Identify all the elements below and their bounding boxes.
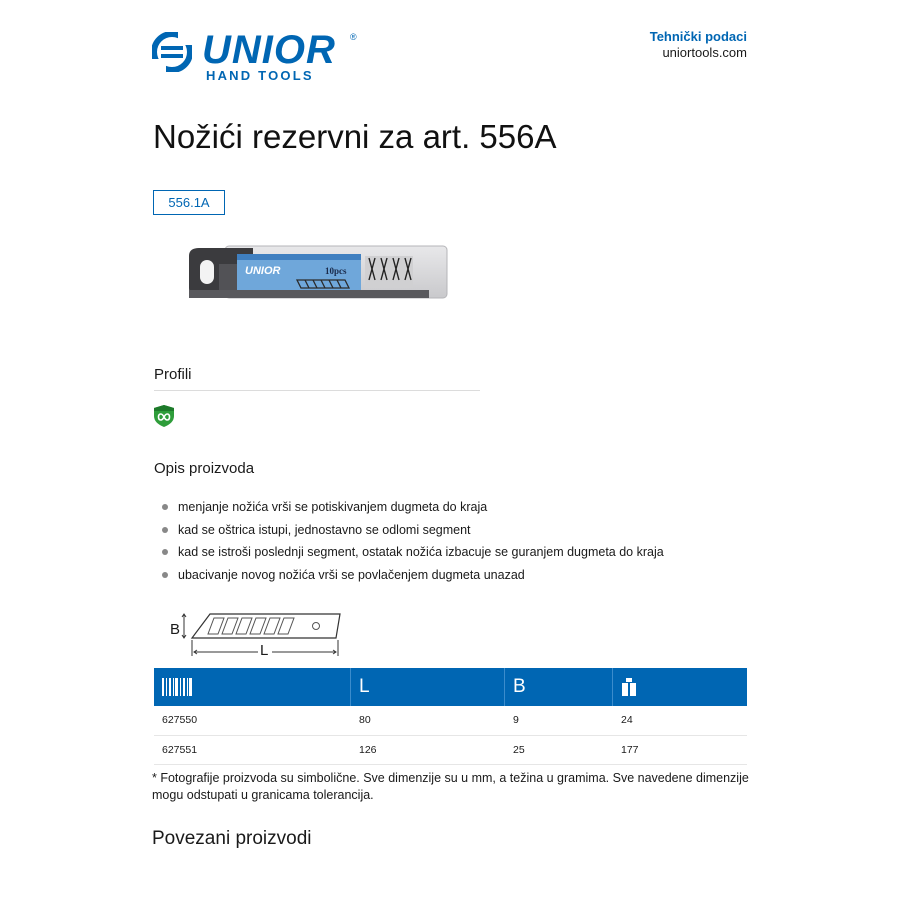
infinity-shield-icon[interactable] bbox=[153, 404, 175, 428]
cell-b: 25 bbox=[505, 735, 613, 764]
blade-dimension-diagram bbox=[170, 608, 345, 660]
cell-weight: 177 bbox=[613, 735, 747, 764]
profiles-heading: Profili bbox=[154, 366, 192, 383]
cell-article: 627551 bbox=[154, 735, 351, 764]
product-image bbox=[185, 242, 450, 304]
unior-logo bbox=[152, 30, 367, 86]
weight-icon bbox=[621, 678, 637, 696]
website-link[interactable]: uniortools.com bbox=[662, 45, 747, 60]
technical-data-block bbox=[650, 29, 747, 61]
footnote: * Fotografije proizvoda su simbolične. Sve dimenzije su u mm, a težina u gramima. Sve navedene dimenzije mogu odstupati u granicama tolerancija. bbox=[152, 771, 749, 802]
cell-l: 80 bbox=[351, 706, 505, 735]
barcode-icon bbox=[162, 678, 192, 696]
description-list bbox=[162, 496, 664, 586]
table-header-row bbox=[154, 668, 747, 706]
description-heading: Opis proizvoda bbox=[154, 460, 255, 477]
registered-mark: ® bbox=[350, 32, 357, 42]
list-item: kad se oštrica istupi, jednostavno se odlomi segment bbox=[162, 519, 664, 542]
dimension-l-label: L bbox=[260, 642, 269, 659]
table-row bbox=[154, 735, 747, 764]
list-item: kad se istroši poslednji segment, ostatak nožića izbacuje se guranjem dugmeta do kraja bbox=[162, 541, 664, 564]
page-title: Nožići rezervni za art. 556A bbox=[153, 118, 557, 155]
specification-table bbox=[154, 668, 747, 765]
article-code-badge[interactable]: 556.1A bbox=[153, 190, 225, 215]
dimension-b-label: B bbox=[170, 621, 181, 638]
cell-b: 9 bbox=[505, 706, 613, 735]
cell-article: 627550 bbox=[154, 706, 351, 735]
list-item: ubacivanje novog nožića vrši se povlačenjem dugmeta unazad bbox=[162, 564, 664, 587]
column-header-article bbox=[154, 668, 351, 706]
cell-l: 126 bbox=[351, 735, 505, 764]
column-header-b-label: B bbox=[505, 668, 613, 706]
column-header-l bbox=[351, 668, 505, 706]
unior-logo-mark-icon bbox=[152, 32, 192, 72]
column-header-l-label: L bbox=[351, 668, 505, 706]
related-products-heading: Povezani proizvodi bbox=[152, 828, 312, 849]
product-image-brand-label: UNIOR bbox=[245, 265, 281, 277]
table-row bbox=[154, 706, 747, 735]
cell-weight: 24 bbox=[613, 706, 747, 735]
product-image-count-label: 10pcs bbox=[325, 266, 347, 276]
column-header-weight bbox=[613, 668, 747, 706]
column-header-b bbox=[505, 668, 613, 706]
technical-data-title[interactable]: Tehnički podaci bbox=[649, 29, 747, 44]
profiles-divider bbox=[154, 390, 480, 391]
list-item: menjanje nožića vrši se potiskivanjem dugmeta do kraja bbox=[162, 496, 664, 519]
brand-subtitle: HAND TOOLS bbox=[206, 68, 314, 83]
brand-name: UNIOR bbox=[202, 28, 336, 72]
